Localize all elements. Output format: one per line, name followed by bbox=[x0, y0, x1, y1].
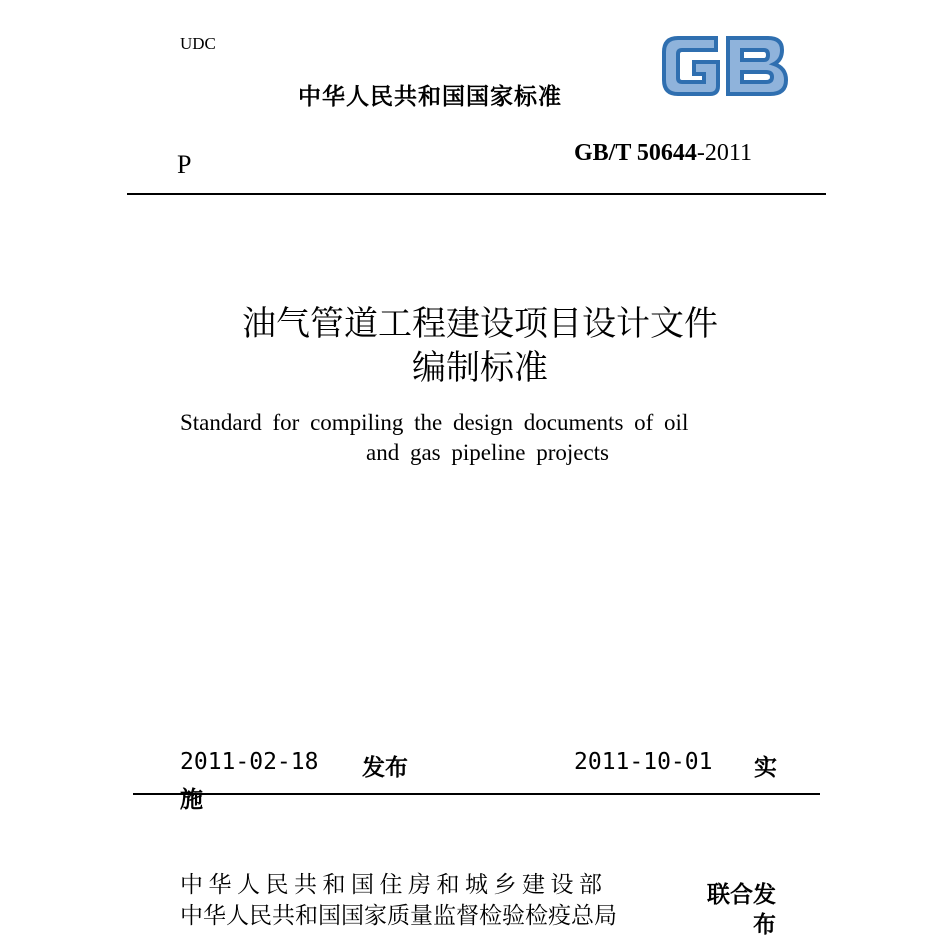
gb-logo bbox=[656, 30, 794, 102]
joint-publish-label: 联合发布 bbox=[707, 882, 776, 938]
title-en bbox=[180, 408, 688, 468]
title-cn-line2: 编制标准 bbox=[412, 348, 548, 388]
standard-number-year: -2011 bbox=[696, 140, 753, 166]
title-en-line2: and gas pipeline projects bbox=[366, 440, 610, 465]
title-en-line1: Standard for compiling the design documents of oil bbox=[180, 410, 689, 435]
title-cn-line1: 油气管道工程建设项目设计文件 bbox=[242, 304, 718, 344]
standard-number bbox=[574, 140, 752, 167]
implement-label-part2: 施 bbox=[180, 787, 203, 813]
issuer-org-1: 中华人民共和国住房和城乡建设部 bbox=[180, 872, 608, 898]
top-divider bbox=[127, 193, 826, 195]
implement-date: 2011-10-01 bbox=[574, 749, 713, 775]
standard-number-main: GB/T 50644 bbox=[574, 140, 697, 166]
publish-date: 2011-02-18 bbox=[180, 749, 319, 775]
classification-code: P bbox=[177, 150, 192, 179]
national-standard-heading: 中华人民共和国国家标准 bbox=[298, 84, 562, 110]
udc-label: UDC bbox=[180, 34, 216, 53]
issuer-org-2: 中华人民共和国国家质量监督检验检疫总局 bbox=[180, 903, 617, 929]
bottom-divider bbox=[133, 793, 820, 795]
publish-label: 发布 bbox=[362, 755, 408, 781]
implement-label-part1: 实 bbox=[754, 755, 777, 781]
